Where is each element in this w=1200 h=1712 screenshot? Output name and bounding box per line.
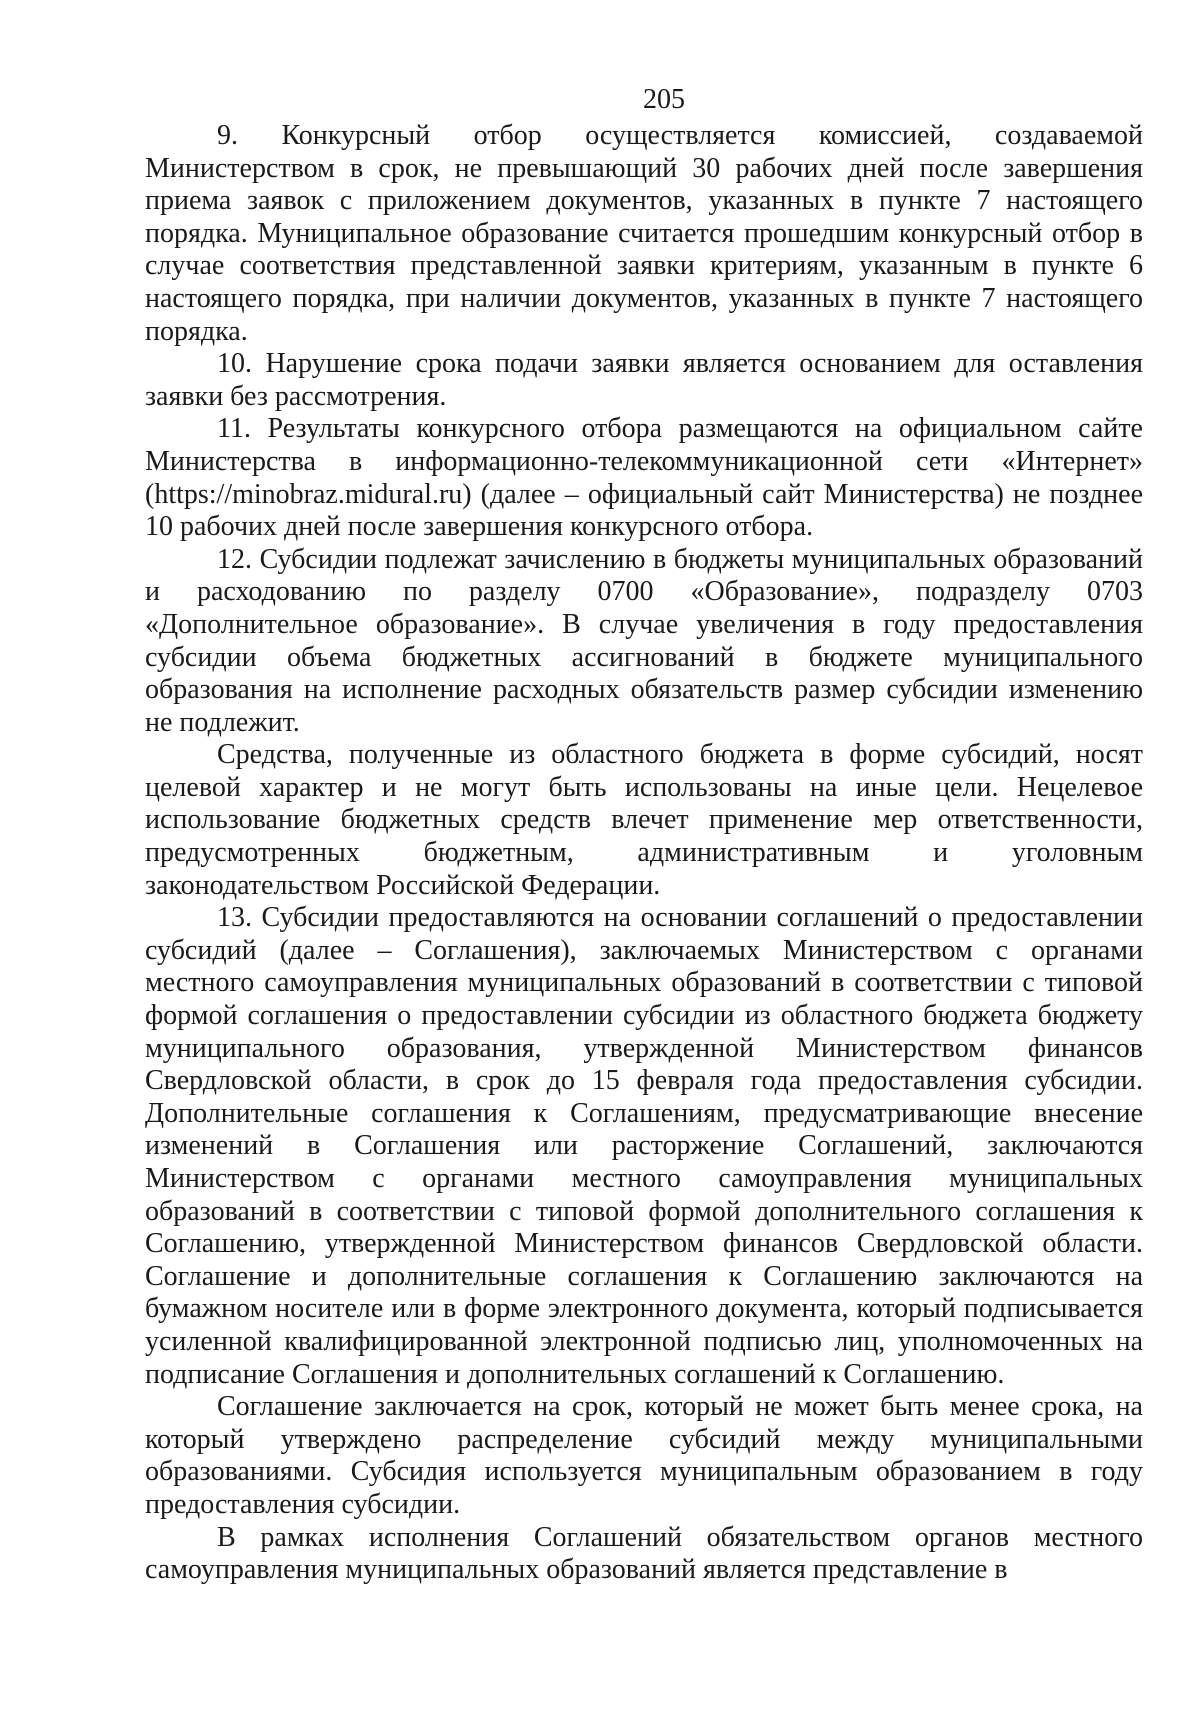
paragraph-12: 12. Субсидии подлежат зачислению в бюджеты муниципальных образований и расходованию по разделу 0700 «Образование», подразделу 0703 «Дополнительное образование». В случае увеличения в году предоставления субсидии объема бюджетных ассигнований в бюджете муниципального образования на исполнение расходных обязательств размер субсидии изменению не подлежит. bbox=[145, 543, 1143, 738]
paragraph-10: 10. Нарушение срока подачи заявки является основанием для оставления заявки без рассмотрения. bbox=[145, 348, 1143, 412]
paragraph-funds: Средства, полученные из областного бюджета в форме субсидий, носят целевой характер и не могут быть использованы на иные цели. Нецелевое использование бюджетных средств влечет применение мер ответственности, предусмотренных бюджетным, административным и уголовным законодательством Российской Федерации. bbox=[145, 739, 1143, 901]
page-number: 205 bbox=[643, 84, 685, 115]
paragraph-11: 11. Результаты конкурсного отбора размещаются на официальном сайте Министерства в информационно-телекоммуникационной сети «Интернет» (https://minobraz.midural.ru) (далее – официальный сайт Министерства) не позднее 10 рабочих дней после завершения конкурсного отбора. bbox=[145, 413, 1143, 543]
paragraph-obligations: В рамках исполнения Соглашений обязательством органов местного самоуправления муниципальных образований является представление в bbox=[145, 1521, 1143, 1586]
paragraph-9: 9. Конкурсный отбор осуществляется комиссией, создаваемой Министерством в срок, не превышающий 30 рабочих дней после завершения приема заявок с приложением документов, указанных в пункте 7 настоящего порядка. Муниципальное образование считается прошедшим конкурсный отбор в случае соответствия представленной заявки критериям, указанным в пункте 6 настоящего порядка, при наличии документов, указанных в пункте 7 настоящего порядка. bbox=[145, 120, 1143, 347]
paragraph-agreement-term: Соглашение заключается на срок, который не может быть менее срока, на который утверждено распределение субсидий между муниципальными образованиями. Субсидия используется муниципальным образованием в году предоставления субсидии. bbox=[145, 1391, 1143, 1520]
paragraph-13: 13. Субсидии предоставляются на основании соглашений о предоставлении субсидий (далее – Соглашения), заключаемых Министерством с органами местного самоуправления муниципальных образований в соответствии с типовой формой соглашения о предоставлении субсидии из областного бюджета бюджету муниципального образования, утвержденной Министерством финансов Свердловской области, в срок до 15 февраля года предоставления субсидии. Дополнительные соглашения к Соглашениям, предусматривающие внесение изменений в Соглашения или расторжение Соглашений, заключаются Министерством с органами местного самоуправления муниципальных образований в соответствии с типовой формой дополнительного соглашения к Соглашению, утвержденной Министерством финансов Свердловской области. Соглашение и дополнительные соглашения к Соглашению заключаются на бумажном носителе или в форме электронного документа, который подписывается усиленной квалифицированной электронной подписью лиц, уполномоченных на подписание Соглашения и дополнительных соглашений к Соглашению. bbox=[145, 902, 1143, 1390]
document-page bbox=[145, 80, 1143, 1587]
